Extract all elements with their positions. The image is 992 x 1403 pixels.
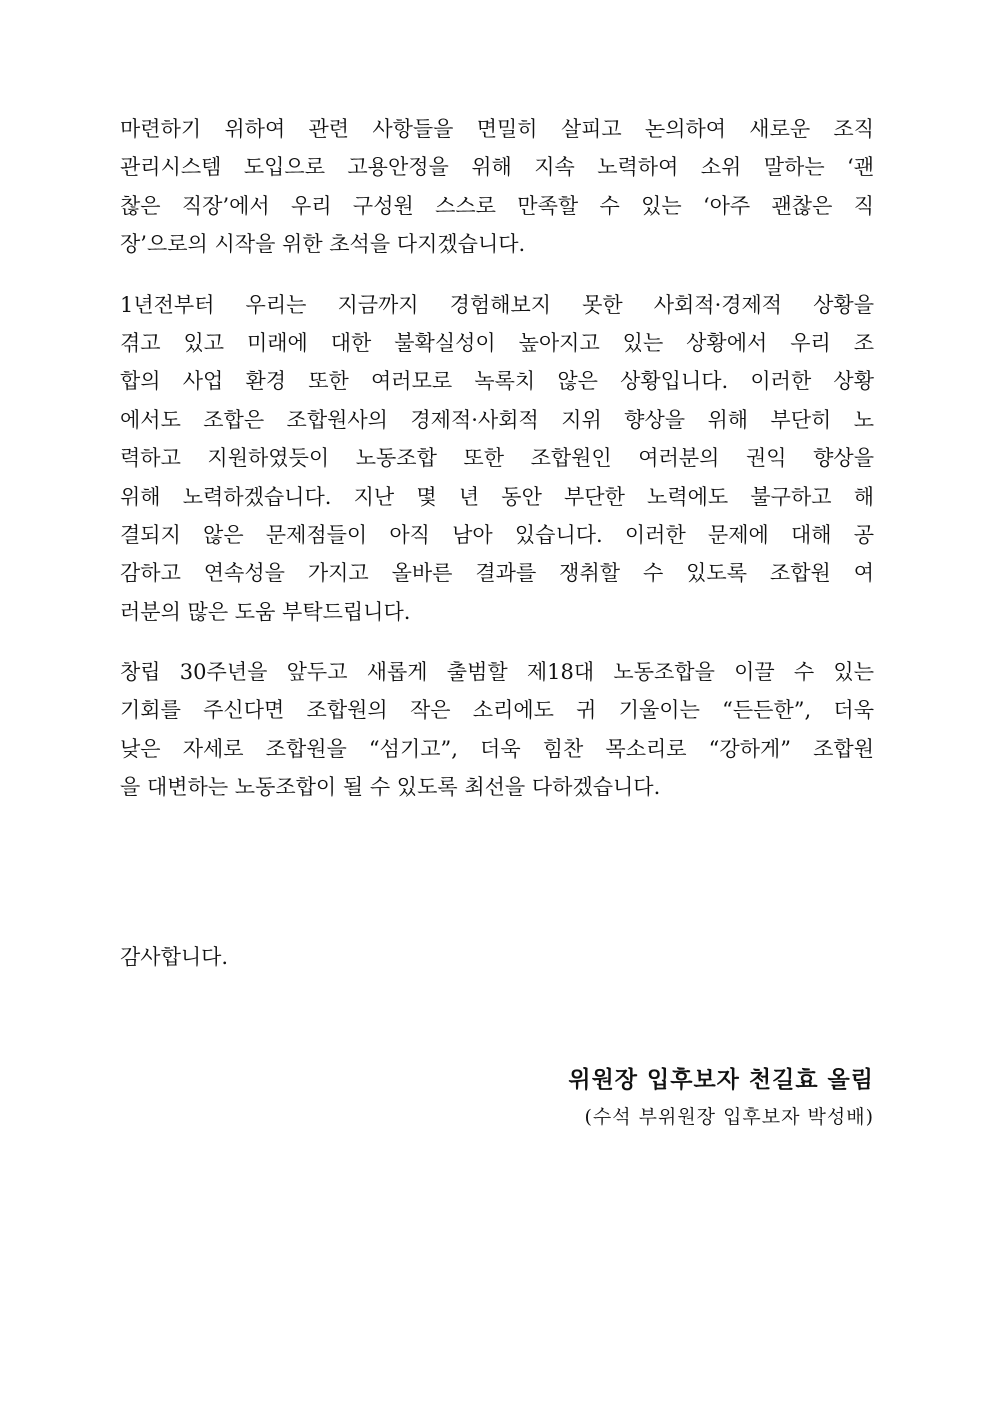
paragraph-2 — [120, 286, 874, 632]
letter-body — [120, 110, 874, 807]
text-line: 결되지 않은 문제점들이 아직 남아 있습니다. 이러한 문제에 대해 공 — [120, 522, 874, 547]
text-line: 러분의 많은 도움 부탁드립니다. — [120, 599, 411, 624]
text-line: 감하고 연속성을 가지고 올바른 결과를 쟁취할 수 있도록 조합원 여 — [120, 561, 874, 586]
text-line: 관리시스템 도입으로 고용안정을 위해 지속 노력하여 소위 말하는 ‘괜 — [120, 155, 874, 180]
text-line: 력하고 지원하였듯이 노동조합 또한 조합원인 여러분의 권익 향상을 — [120, 446, 874, 471]
text-line: 을 대변하는 노동조합이 될 수 있도록 최선을 다하겠습니다. — [120, 775, 661, 800]
text-line: 위해 노력하겠습니다. 지난 몇 년 동안 부단한 노력에도 불구하고 해 — [120, 484, 874, 509]
closing-remark: 감사합니다. — [120, 945, 229, 969]
text-line: 기회를 주신다면 조합원의 작은 소리에도 귀 기울이는 “든든한”, 더욱 — [120, 698, 874, 723]
text-line: 합의 사업 환경 또한 여러모로 녹록치 않은 상황입니다. 이러한 상황 — [120, 369, 874, 394]
text-line: 에서도 조합은 조합원사의 경제적·사회적 지위 향상을 위해 부단히 노 — [120, 407, 874, 432]
text-line: 마련하기 위하여 관련 사항들을 면밀히 살피고 논의하여 새로운 조직 — [120, 117, 874, 141]
text-line: 찮은 직장’에서 우리 구성원 스스로 만족할 수 있는 ‘아주 괜찮은 직 — [120, 193, 874, 218]
signature-sub: (수석 부위원장 입후보자 박성배) — [584, 1106, 874, 1128]
signature-block — [568, 1060, 874, 1134]
text-line: 장’으로의 시작을 위한 초석을 다지겠습니다. — [120, 232, 526, 257]
text-line: 낮은 자세로 조합원을 “섬기고”, 더욱 힘찬 목소리로 “강하게” 조합원 — [120, 736, 874, 761]
text-line: 1년전부터 우리는 지금까지 경험해보지 못한 사회적·경제적 상황을 — [120, 292, 874, 317]
signature-main: 위원장 입후보자 천길효 올림 — [568, 1066, 874, 1093]
paragraph-3 — [120, 653, 874, 807]
text-line: 겪고 있고 미래에 대한 불확실성이 높아지고 있는 상황에서 우리 조 — [120, 330, 874, 355]
paragraph-1 — [120, 110, 874, 264]
text-line: 창립 30주년을 앞두고 새롭게 출범할 제18대 노동조합을 이끌 수 있는 — [120, 660, 874, 685]
